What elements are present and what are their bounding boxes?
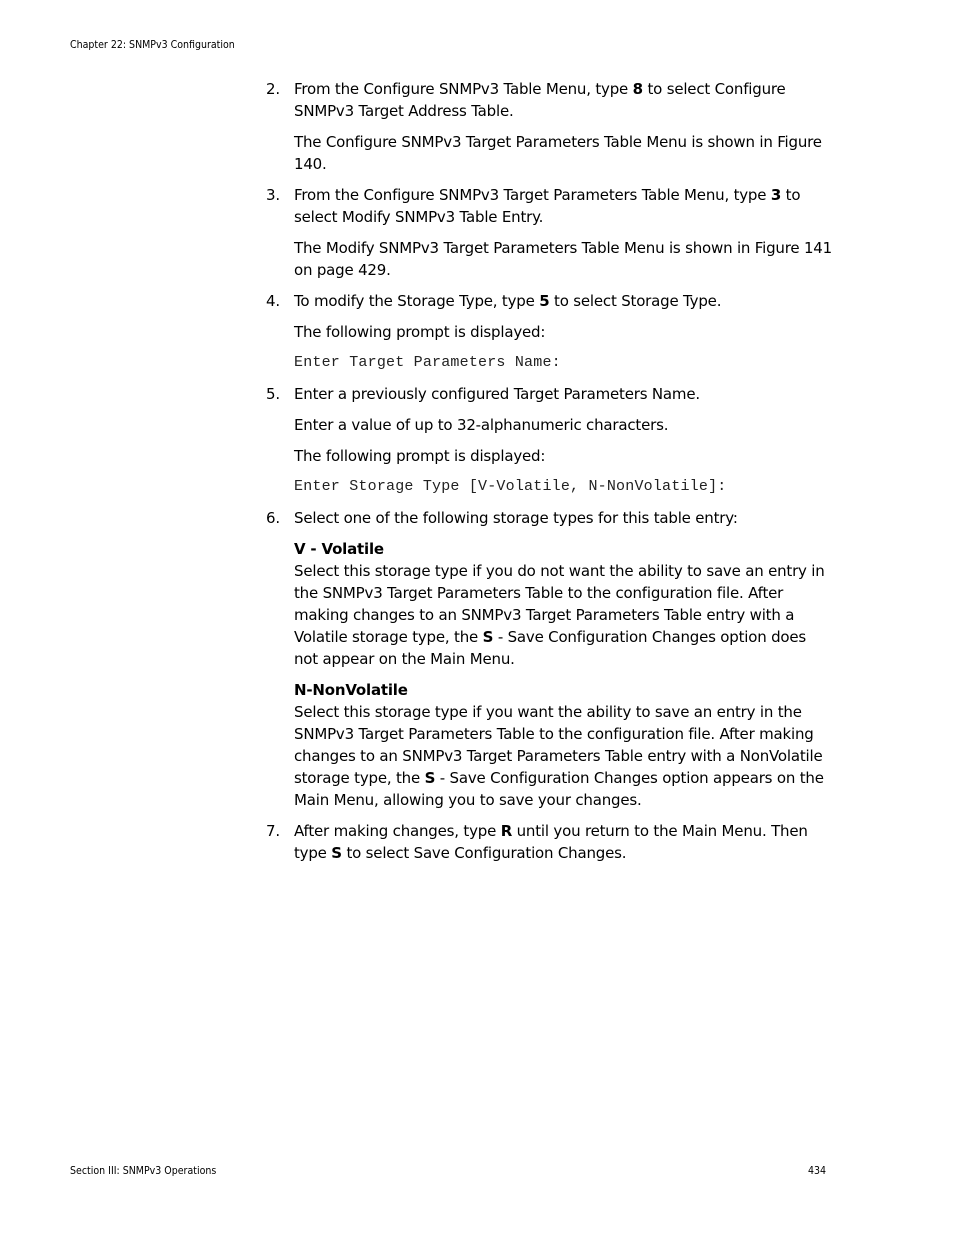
step-text: Enter a previously configured Target Parameters Name. [294,385,700,403]
step-note: Enter a value of up to 32-alphanumeric characters. [294,416,669,434]
key-label: S [331,844,342,862]
document-body [266,78,832,873]
option-title: V - Volatile [294,540,384,558]
step-number: 6. [266,509,280,527]
step-text: to select Modify SNMPv3 Table Entry. [294,186,801,226]
step-number: 7. [266,822,280,840]
step-text: until you return to the Main Menu. Then type [294,822,808,862]
prompt-code: Enter Target Parameters Name: [294,354,561,371]
nonvolatile-option [266,679,832,811]
key-label: S [482,628,494,646]
footer-section: Section III: SNMPv3 Operations [70,1164,217,1177]
step-number: 4. [266,292,280,310]
prompt-code: Enter Storage Type [V-Volatile, N-NonVolatile]: [294,478,727,495]
step-text: To modify the Storage Type, type [294,292,540,310]
step-2 [266,78,832,122]
step-number: 5. [266,385,280,403]
step-number: 3. [266,186,280,204]
step-text: to select Save Configuration Changes. [341,844,627,862]
key-label: 3 [770,186,782,204]
step-note: The Modify SNMPv3 Target Parameters Table Menu is shown in Figure 141 on page 429. [294,239,832,279]
step-4 [266,290,832,312]
step-7 [266,820,832,864]
step-note: The following prompt is displayed: [294,447,546,465]
step-text: From the Configure SNMPv3 Table Menu, type [294,80,633,98]
volatile-option [266,538,832,670]
step-6 [266,507,832,529]
option-title: N-NonVolatile [294,681,408,699]
step-3 [266,184,832,228]
running-header: Chapter 22: SNMPv3 Configuration [70,38,235,51]
step-5 [266,383,832,405]
page-number: 434 [808,1164,827,1177]
option-description: Select this storage type if you do not want the ability to save an entry in the SNMPv3 Target Parameters Table to the configuration file. After making changes to an SNMPv3 Target Parameters Table entry with a Volatile storage type, the S - Save Configuration Changes option does not appear on the Main Menu. [294,562,825,668]
step-text: to select Configure SNMPv3 Target Address Table. [294,80,786,120]
step-text: to select Storage Type. [549,292,722,310]
key-label: 5 [539,292,550,310]
step-text: After making changes, type [294,822,501,840]
option-description: Select this storage type if you want the ability to save an entry in the SNMPv3 Target Parameters Table to the configuration file. After making changes to an SNMPv3 Target Parameters Table entry with a NonVolatile storage type, the S - Save Configuration Changes option appears on the Main Menu, allowing you to save your changes. [294,703,824,809]
step-number: 2. [266,80,280,98]
step-note: The Configure SNMPv3 Target Parameters Table Menu is shown in Figure 140. [294,133,822,173]
key-label: 8 [632,80,643,98]
key-label: S [424,769,436,787]
step-text: Select one of the following storage types for this table entry: [294,509,738,527]
key-label: R [500,822,513,840]
step-note: The following prompt is displayed: [294,323,546,341]
step-text: From the Configure SNMPv3 Target Parameters Table Menu, type [294,186,771,204]
